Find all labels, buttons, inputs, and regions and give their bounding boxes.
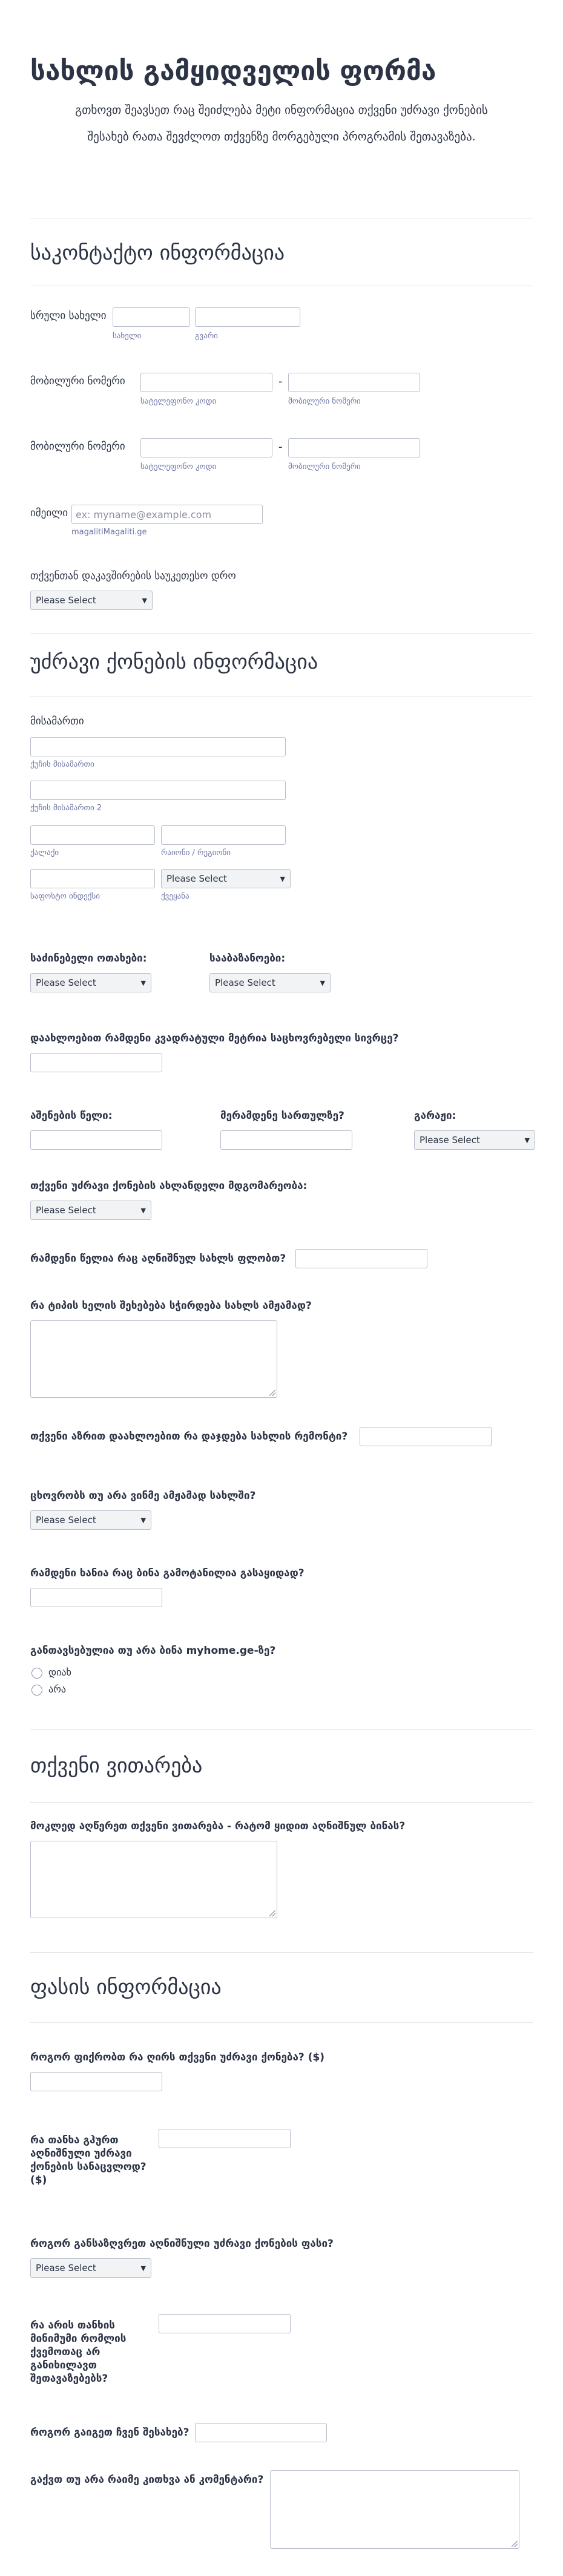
- region-sublabel: რაიონი / რეგიონი: [161, 848, 231, 857]
- full-name-label: სრული სახელი: [30, 310, 107, 322]
- form-intro: გთხოვთ შეავსეთ რაც შეიძლება მეტი ინფორმაცია თქვენი უძრავი ქონების შესახებ რათა შევძლოთ თქვენზე მორგებული პროგრამის შეთავაზება.: [75, 103, 488, 143]
- mobile-2-label: მობილური ნომერი: [30, 441, 125, 453]
- year-built-input[interactable]: [30, 1130, 162, 1150]
- city-input[interactable]: [30, 825, 155, 845]
- email-input[interactable]: [71, 505, 263, 524]
- last-name-input[interactable]: [195, 307, 300, 327]
- days-listed-label: რამდენი ხანია რაც ბინა გამოტანილია გასაყიდად?: [30, 1567, 305, 1579]
- mobile-1-label: მობილური ნომერი: [30, 375, 125, 387]
- street-address-input[interactable]: [30, 737, 286, 756]
- situation-textarea[interactable]: [30, 1841, 277, 1918]
- divider: [30, 1802, 533, 1803]
- mobile-1-area-code-input[interactable]: [140, 373, 272, 392]
- occupied-label: ცხოვრობს თუ არა ვინმე ამჟამად სახლში?: [30, 1490, 256, 1502]
- years-owned-input[interactable]: [295, 1249, 427, 1268]
- chevron-down-icon: ▼: [140, 1206, 146, 1214]
- myhome-listed-label: განთავსებულია თუ არა ბინა myhome.ge-ზე?: [30, 1645, 276, 1657]
- resize-handle-icon[interactable]: [512, 2541, 518, 2547]
- street-address-2-sublabel: ქუჩის მისამართი 2: [30, 804, 102, 813]
- condition-select[interactable]: Please Select ▼: [30, 1201, 151, 1220]
- repair-cost-input[interactable]: [360, 1427, 492, 1446]
- chevron-down-icon: ▼: [142, 596, 147, 605]
- email-label: იმეილი: [30, 507, 68, 519]
- no-option-label: არა: [48, 1683, 66, 1695]
- chevron-down-icon: ▼: [140, 1516, 146, 1524]
- street-address-2-input[interactable]: [30, 781, 286, 800]
- repairs-textarea[interactable]: [30, 1320, 277, 1398]
- chevron-down-icon: ▼: [280, 874, 285, 883]
- comments-label: გაქვთ თუ არა რაიმე კითხვა ან კომენტარი?: [30, 2474, 264, 2486]
- phone-dash: -: [278, 441, 283, 453]
- bathrooms-label: სააბაზანოები:: [209, 952, 286, 965]
- no-radio[interactable]: [31, 1685, 42, 1696]
- days-listed-input[interactable]: [30, 1588, 162, 1607]
- country-select[interactable]: Please Select ▼: [161, 869, 291, 888]
- situation-label: მოკლედ აღწერეთ თქვენი ვითარება - რატომ ყიდით აღნიშნულ ბინას?: [30, 1820, 406, 1832]
- divider: [30, 633, 533, 634]
- resize-handle-icon[interactable]: [269, 1390, 275, 1396]
- first-name-sublabel: სახელი: [113, 332, 142, 341]
- last-name-sublabel: გვარი: [195, 332, 218, 341]
- chevron-down-icon: ▼: [140, 2264, 146, 2272]
- contact-time-label: თქვენთან დაკავშირების საუკეთესო დრო: [30, 570, 236, 582]
- area-code-sublabel: სატელეფონო კოდი: [140, 462, 217, 471]
- price-basis-select[interactable]: Please Select ▼: [30, 2258, 151, 2278]
- living-area-label: დაახლოებით რამდენი კვადრატული მეტრია საცხოვრებელი სივრცე?: [30, 1032, 399, 1044]
- phone-dash: -: [278, 375, 283, 388]
- price-basis-label: როგორ განსაზღვრეთ აღნიშნული უძრავი ქონების ფასი?: [30, 2238, 334, 2250]
- comments-textarea[interactable]: [270, 2470, 519, 2549]
- property-worth-input[interactable]: [30, 2072, 162, 2091]
- phone-number-sublabel: მობილური ნომერი: [288, 462, 361, 471]
- referral-input[interactable]: [195, 2423, 327, 2442]
- property-worth-label: როგორ ფიქრობთ რა ღირს თქვენი უძრავი ქონება? ($): [30, 2051, 325, 2063]
- email-sublabel: magalitiMagaliti.ge: [71, 528, 147, 537]
- divider: [30, 2022, 533, 2023]
- garage-label: გარაჟი:: [414, 1110, 456, 1122]
- country-sublabel: ქვეყანა: [161, 892, 189, 901]
- divider: [30, 1729, 533, 1730]
- phone-number-sublabel: მობილური ნომერი: [288, 397, 361, 406]
- street-address-sublabel: ქუჩის მისამართი: [30, 760, 94, 769]
- amount-owed-label: რა თანხა გჰურთ აღნიშნული უძრავი ქონების სანაცვლოდ? ($): [30, 2134, 147, 2186]
- section-title-pricing: ფასის ინფორმაცია: [30, 1975, 222, 1999]
- repairs-label: რა ტიპის ხელის შეხებება სჭირდება სახლს ამჟამად?: [30, 1300, 312, 1312]
- referral-label: როგორ გაიგეთ ჩვენ შესახებ?: [30, 2427, 189, 2439]
- chevron-down-icon: ▼: [524, 1136, 530, 1144]
- first-name-input[interactable]: [113, 307, 190, 327]
- postal-code-input[interactable]: [30, 869, 155, 888]
- region-input[interactable]: [161, 825, 286, 845]
- city-sublabel: ქალაქი: [30, 848, 59, 857]
- contact-time-select[interactable]: Please Select ▼: [30, 591, 153, 610]
- floor-input[interactable]: [220, 1130, 352, 1150]
- mobile-2-number-input[interactable]: [288, 438, 420, 457]
- address-label: მისამართი: [30, 715, 84, 727]
- section-title-property: უძრავი ქონების ინფორმაცია: [30, 650, 318, 674]
- resize-handle-icon[interactable]: [269, 1910, 275, 1916]
- condition-label: თქვენი უძრავი ქონების ახლანდელი მდგომარეობა:: [30, 1180, 308, 1192]
- yes-option-label: დიახ: [48, 1667, 71, 1678]
- year-built-label: აშენების წელი:: [30, 1110, 113, 1122]
- yes-radio[interactable]: [31, 1668, 42, 1679]
- bedrooms-select[interactable]: Please Select ▼: [30, 973, 151, 992]
- page-title: სახლის გამყიდველის ფორმა: [30, 56, 436, 87]
- garage-select[interactable]: Please Select ▼: [414, 1130, 535, 1150]
- amount-owed-input[interactable]: [159, 2129, 291, 2148]
- minimum-amount-label: რა არის თანხის მინიმუმი რომლის ქვემოთაც არ განიხილავთ შეთავაზებებს?: [30, 2319, 127, 2385]
- postal-code-sublabel: საფოსტო ინდექსი: [30, 892, 100, 901]
- living-area-input[interactable]: [30, 1053, 162, 1072]
- years-owned-label: რამდენი წელია რაც აღნიშნულ სახლს ფლობთ?: [30, 1253, 286, 1265]
- mobile-2-area-code-input[interactable]: [140, 438, 272, 457]
- floor-label: მერამდენე სართულზე?: [220, 1110, 344, 1122]
- chevron-down-icon: ▼: [140, 978, 146, 987]
- occupied-select[interactable]: Please Select ▼: [30, 1510, 151, 1530]
- divider: [30, 1952, 533, 1953]
- section-title-contact: საკონტაქტო ინფორმაცია: [30, 241, 285, 265]
- area-code-sublabel: სატელეფონო კოდი: [140, 397, 217, 406]
- bedrooms-label: საძინებელი ოთახები:: [30, 952, 147, 965]
- mobile-1-number-input[interactable]: [288, 373, 420, 392]
- minimum-amount-input[interactable]: [159, 2314, 291, 2333]
- chevron-down-icon: ▼: [320, 978, 325, 987]
- repair-cost-label: თქვენი აზრით დაახლოებით რა დაჯდება სახლის რემონტი?: [30, 1431, 348, 1443]
- section-title-situation: თქვენი ვითარება: [30, 1754, 203, 1778]
- bathrooms-select[interactable]: Please Select ▼: [209, 973, 331, 992]
